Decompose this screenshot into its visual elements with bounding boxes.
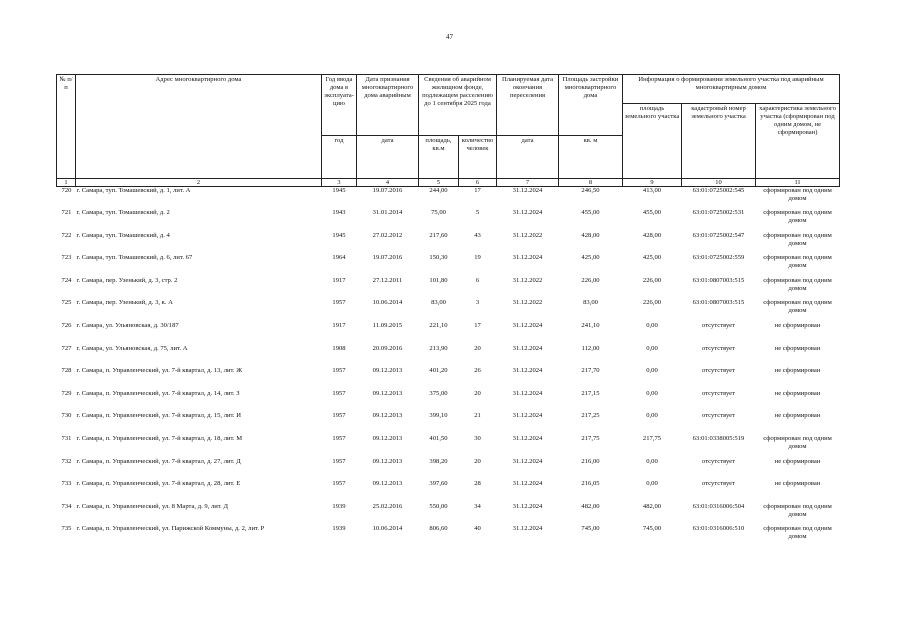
row-planned-date: 31.12.2024: [512, 412, 543, 420]
row-land-character: не сформирован: [774, 322, 821, 330]
row-address: г. Самара, ул. Ульяновская, д. 30/187: [76, 322, 179, 330]
table-row: [57, 209, 840, 232]
colnum: 5: [419, 179, 459, 187]
row-planned-date: 31.12.2024: [512, 322, 543, 330]
table-body: [57, 187, 840, 549]
row-land-area: 0,00: [646, 480, 658, 488]
row-land-area: 0,00: [646, 322, 658, 330]
row-address: г. Самара, пер. Узенький, д. 3, к. А: [76, 299, 173, 307]
row-land-area: 482,00: [642, 502, 662, 510]
row-number: 735: [61, 525, 72, 533]
row-land-character: сформирован под одним домом: [763, 187, 832, 202]
row-building-area: 83,00: [583, 299, 598, 307]
table-row: [57, 322, 840, 345]
row-year: 1957: [332, 299, 346, 307]
row-planned-date: 31.12.2022: [512, 276, 543, 284]
row-land-area: 745,00: [642, 525, 662, 533]
row-building-area: 428,00: [581, 231, 600, 239]
table-row: [57, 367, 840, 390]
row-land-character: сформирован под одним домом: [763, 502, 832, 518]
row-year: 1964: [332, 254, 346, 262]
row-people: 21: [474, 412, 481, 420]
row-recognition-date: 19.07.2016: [372, 254, 403, 262]
row-land-character: сформирован под одним домом: [763, 525, 832, 541]
row-address: г. Самара, пер. Узенький, д. 3, стр. 2: [76, 276, 178, 284]
row-number: 726: [61, 322, 72, 330]
row-area: 221,10: [429, 322, 448, 330]
row-year: 1957: [332, 412, 346, 420]
row-year: 1957: [332, 389, 346, 397]
table-row: [57, 277, 840, 300]
row-land-area: 425,00: [642, 254, 662, 262]
unit-people: количество человек: [459, 136, 497, 179]
row-building-area: 455,00: [581, 209, 600, 217]
row-people: 17: [474, 187, 481, 194]
row-planned-date: 31.12.2024: [512, 367, 543, 375]
row-cadastral: 63:01:0725002:531: [692, 209, 745, 217]
row-people: 19: [474, 254, 481, 262]
row-number: 730: [61, 412, 72, 420]
row-number: 729: [61, 389, 72, 397]
row-land-area: 0,00: [646, 367, 658, 375]
row-number: 733: [61, 480, 72, 488]
row-land-area: 428,00: [642, 231, 662, 239]
row-cadastral: 63:01:0725002:547: [692, 231, 745, 239]
row-address: г. Самара, ул. Ульяновская, д. 75, лит. А: [76, 344, 188, 352]
row-cadastral: 63:01:0807003:515: [692, 276, 745, 284]
row-address: г. Самара, туп. Томашевский, д. 1, лит. А: [76, 187, 191, 194]
row-planned-date: 31.12.2024: [512, 344, 543, 352]
row-year: 1945: [332, 231, 346, 239]
row-recognition-date: 09.12.2013: [372, 412, 403, 420]
row-cadastral: 63:01:0725002:545: [692, 187, 745, 194]
row-land-area: 0,00: [646, 344, 658, 352]
row-planned-date: 31.12.2022: [512, 299, 543, 307]
row-land-area: 413,00: [642, 187, 662, 194]
row-area: 806,60: [429, 525, 448, 533]
row-recognition-date: 11.09.2015: [372, 322, 403, 330]
row-year: 1939: [332, 502, 346, 510]
row-address: г. Самара, п. Управленческий, ул. 7-й квартал, д. 28, лит. Е: [76, 480, 241, 488]
row-land-character: сформирован под одним домом: [763, 435, 832, 451]
row-planned-date: 31.12.2024: [512, 480, 543, 488]
housing-table: [56, 74, 840, 548]
row-land-area: 226,00: [642, 299, 662, 307]
row-address: г. Самара, п. Управленческий, ул. Парижской Коммуны, д. 2, лит. Р: [76, 525, 265, 533]
row-planned-date: 31.12.2024: [512, 209, 543, 217]
row-address: г. Самара, туп. Томашевский, д. 6, лит. 67: [76, 254, 193, 262]
colnum: 11: [756, 179, 840, 187]
row-address: г. Самара, п. Управленческий, ул. 7-й квартал, д. 14, лит. З: [76, 389, 240, 397]
row-number: 723: [61, 254, 72, 262]
row-cadastral: 63:01:0316006:510: [692, 525, 745, 533]
header-land-info: Информация о формировании земельного участка под аварийным многоквартирным домом: [623, 75, 840, 104]
colnum: 1: [57, 179, 76, 187]
row-land-character: сформирован под одним домом: [763, 254, 832, 270]
table-row: [57, 480, 840, 503]
row-area: 550,00: [429, 502, 448, 510]
row-cadastral: отсутствует: [702, 480, 735, 488]
row-cadastral: отсутствует: [702, 389, 735, 397]
row-cadastral: отсутствует: [702, 344, 735, 352]
row-cadastral: отсутствует: [702, 412, 735, 420]
table-row: [57, 232, 840, 255]
row-building-area: 246,50: [581, 187, 600, 194]
row-planned-date: 31.12.2024: [512, 187, 543, 194]
row-year: 1939: [332, 525, 346, 533]
row-building-area: 226,00: [581, 276, 600, 284]
row-year: 1957: [332, 367, 346, 375]
row-land-area: 0,00: [646, 389, 658, 397]
header-emergency-fund: Сведения об аварийном жилищном фонде, подлежащем расселению до 1 сентября 2025 года: [419, 75, 497, 136]
row-number: 725: [61, 299, 72, 307]
row-number: 734: [61, 502, 72, 510]
row-land-character: не сформирован: [774, 344, 821, 352]
row-number: 720: [61, 187, 72, 194]
row-area: 401,20: [429, 367, 448, 375]
row-address: г. Самара, п. Управленческий, ул. 7-й квартал, д. 13, лит. Ж: [76, 367, 243, 375]
row-people: 17: [474, 322, 481, 330]
row-recognition-date: 19.07.2016: [372, 187, 403, 194]
row-year: 1957: [332, 457, 346, 465]
table-row: [57, 435, 840, 458]
row-year: 1908: [332, 344, 346, 352]
row-people: 30: [474, 435, 481, 443]
row-recognition-date: 09.12.2013: [372, 457, 403, 465]
row-address: г. Самара, туп. Томашевский, д. 4: [76, 231, 170, 239]
table-row: [57, 254, 840, 277]
row-people: 6: [475, 276, 480, 284]
row-recognition-date: 09.12.2013: [372, 389, 403, 397]
row-recognition-date: 20.09.2016: [372, 344, 403, 352]
header-number: № п/п: [57, 75, 76, 179]
row-cadastral: отсутствует: [702, 457, 735, 465]
row-people: 20: [474, 344, 481, 352]
row-area: 375,00: [429, 389, 448, 397]
colnum: 10: [682, 179, 756, 187]
row-building-area: 217,15: [581, 389, 600, 397]
table-row: [57, 187, 840, 210]
table-row: [57, 503, 840, 526]
row-land-character: сформирован под одним домом: [763, 276, 832, 292]
unit-area: площадь, кв.м: [419, 136, 459, 179]
row-recognition-date: 27.12.2011: [372, 276, 403, 284]
row-area: 398,20: [429, 457, 448, 465]
unit-date: дата: [357, 136, 419, 179]
row-people: 43: [474, 231, 481, 239]
row-number: 728: [61, 367, 72, 375]
row-area: 397,60: [429, 480, 448, 488]
row-number: 727: [61, 344, 72, 352]
row-recognition-date: 09.12.2013: [372, 367, 403, 375]
row-cadastral: отсутствует: [702, 322, 735, 330]
colnum: 9: [623, 179, 682, 187]
row-area: 401,50: [429, 435, 448, 443]
row-people: 40: [474, 525, 481, 533]
row-land-character: не сформирован: [774, 457, 821, 465]
row-cadastral: 63:01:0316006:504: [692, 502, 745, 510]
table-row: [57, 525, 840, 548]
row-year: 1957: [332, 480, 346, 488]
row-area: 213,90: [429, 344, 448, 352]
row-building-area: 425,00: [581, 254, 600, 262]
row-area: 150,30: [429, 254, 448, 262]
row-people: 3: [475, 299, 480, 307]
row-area: 217,60: [429, 231, 448, 239]
row-building-area: 112,00: [581, 344, 600, 352]
row-area: 399,10: [429, 412, 448, 420]
row-address: г. Самара, п. Управленческий, ул. 8 Марта, д. 9, лит. Д: [76, 502, 228, 510]
row-area: 101,80: [429, 276, 448, 284]
page-number: 47: [446, 33, 453, 41]
row-area: 244,00: [429, 187, 448, 194]
row-year: 1943: [332, 209, 346, 217]
colnum: 6: [459, 179, 497, 187]
row-land-area: 0,00: [646, 412, 658, 420]
row-recognition-date: 27.02.2012: [372, 231, 403, 239]
table-row: [57, 390, 840, 413]
unit-planned-date: дата: [497, 136, 559, 179]
row-number: 732: [61, 457, 72, 465]
header-address: Адрес многоквартирного дома: [76, 75, 322, 179]
table-row: [57, 412, 840, 435]
row-building-area: 482,00: [581, 502, 600, 510]
row-people: 26: [474, 367, 481, 375]
header-year: Год ввода дома в эксплуата-цию: [322, 75, 357, 136]
row-land-character: сформирован под одним домом: [763, 209, 832, 225]
colnum: 7: [497, 179, 559, 187]
row-recognition-date: 10.06.2014: [372, 525, 403, 533]
row-planned-date: 31.12.2024: [512, 254, 543, 262]
colnum: 3: [322, 179, 357, 187]
row-building-area: 217,70: [581, 367, 600, 375]
row-number: 724: [61, 276, 72, 284]
row-address: г. Самара, п. Управленческий, ул. 7-й квартал, д. 27, лит. Д: [76, 457, 241, 465]
row-year: 1957: [332, 435, 346, 443]
header-building-area: Площадь застройки многоквартирного дома: [559, 75, 623, 136]
row-year: 1917: [332, 322, 346, 330]
header-land-character: характеристика земельного участка (сформирован под одним домом, не сформирован): [756, 104, 840, 179]
row-building-area: 216,00: [581, 457, 600, 465]
colnum: 2: [76, 179, 322, 187]
row-land-character: сформирован под одним домом: [763, 231, 832, 247]
row-recognition-date: 10.06.2014: [372, 299, 403, 307]
column-number-row: [57, 179, 840, 187]
row-address: г. Самара, п. Управленческий, ул. 7-й квартал, д. 15, лит. И: [76, 412, 241, 420]
table-row: [57, 458, 840, 481]
row-planned-date: 31.12.2024: [512, 435, 543, 443]
row-building-area: 217,25: [581, 412, 600, 420]
row-year: 1945: [332, 187, 346, 194]
unit-year: год: [322, 136, 357, 179]
row-cadastral: 63:01:0338005:519: [692, 435, 745, 443]
row-planned-date: 31.12.2022: [512, 231, 543, 239]
row-number: 731: [61, 435, 72, 443]
row-planned-date: 31.12.2024: [512, 525, 543, 533]
row-recognition-date: 25.02.2016: [372, 502, 403, 510]
row-building-area: 217,75: [581, 435, 600, 443]
row-planned-date: 31.12.2024: [512, 389, 543, 397]
row-land-area: 217,75: [642, 435, 662, 443]
row-land-area: 226,00: [642, 276, 662, 284]
row-cadastral: 63:01:0725002:559: [692, 254, 745, 262]
row-area: 75,00: [431, 209, 446, 217]
row-area: 83,00: [431, 299, 446, 307]
header-recognition-date: Дата признания многоквартирного дома аварийным: [357, 75, 419, 136]
row-recognition-date: 31.01.2014: [372, 209, 403, 217]
row-address: г. Самара, п. Управленческий, ул. 7-й квартал, д. 18, лит. М: [76, 435, 243, 443]
row-land-area: 0,00: [646, 457, 658, 465]
row-year: 1917: [332, 276, 346, 284]
table-row: [57, 299, 840, 322]
row-address: г. Самара, туп. Томашевский, д. 2: [76, 209, 170, 217]
row-recognition-date: 09.12.2013: [372, 480, 403, 488]
table-row: [57, 345, 840, 368]
row-land-character: сформирован под одним домом: [763, 299, 832, 315]
colnum: 4: [357, 179, 419, 187]
row-cadastral: 63:01:0807003:515: [692, 299, 745, 307]
row-people: 20: [474, 389, 481, 397]
row-building-area: 745,00: [581, 525, 600, 533]
row-number: 721: [61, 209, 72, 217]
header-cadastral: кадастровый номер земельного участка: [682, 104, 756, 179]
row-land-character: не сформирован: [774, 389, 821, 397]
row-building-area: 241,10: [581, 322, 600, 330]
header-planned-date: Планируемая дата окончания переселения: [497, 75, 559, 136]
row-land-character: не сформирован: [774, 412, 821, 420]
row-people: 28: [474, 480, 481, 488]
row-building-area: 216,05: [581, 480, 600, 488]
row-recognition-date: 09.12.2013: [372, 435, 403, 443]
unit-sqm: кв. м: [559, 136, 623, 179]
row-people: 5: [475, 209, 480, 217]
row-land-character: не сформирован: [774, 367, 821, 375]
row-number: 722: [61, 231, 72, 239]
colnum: 8: [559, 179, 623, 187]
row-people: 34: [474, 502, 481, 510]
row-cadastral: отсутствует: [702, 367, 735, 375]
row-people: 20: [474, 457, 481, 465]
row-planned-date: 31.12.2024: [512, 457, 543, 465]
row-planned-date: 31.12.2024: [512, 502, 543, 510]
row-land-character: не сформирован: [774, 480, 821, 488]
header-land-area: площадь земельного участка: [623, 104, 682, 179]
row-land-area: 455,00: [642, 209, 662, 217]
